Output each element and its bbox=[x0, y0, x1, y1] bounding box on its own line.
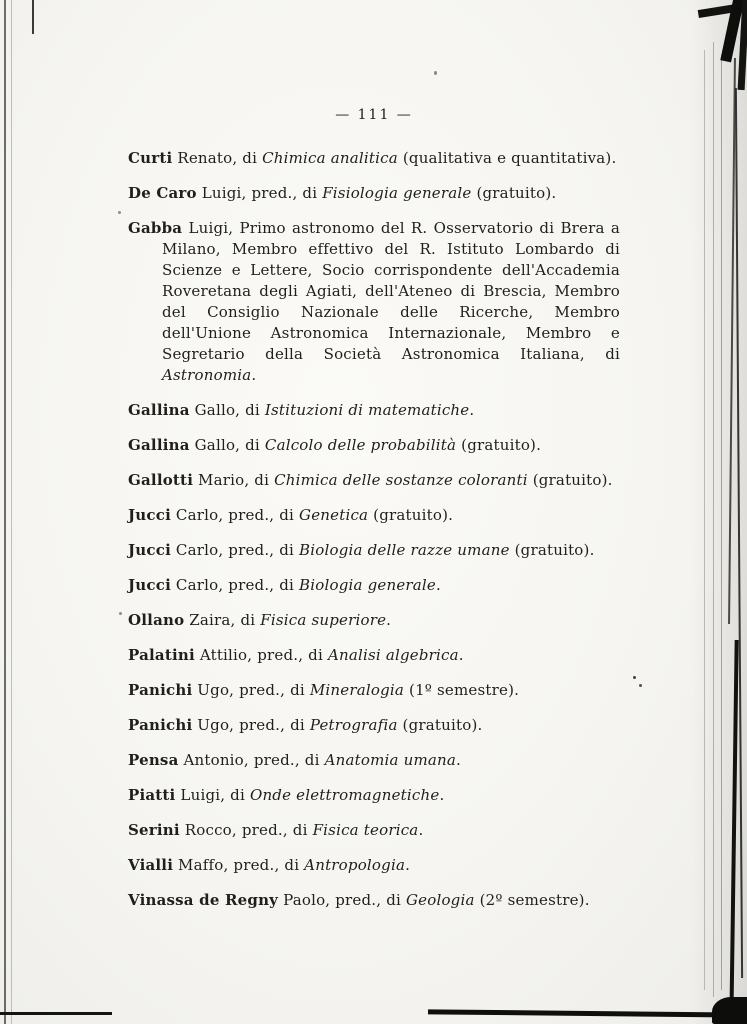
entry-segment-normal: Carlo, pred., di bbox=[170, 541, 300, 559]
entry-segment-normal: Luigi, di bbox=[175, 786, 250, 804]
entry-segment-bold: Panichi bbox=[128, 681, 193, 699]
entry-segment-bold: Gabba bbox=[128, 219, 183, 237]
faculty-entry bbox=[128, 890, 620, 911]
ink-speck bbox=[639, 684, 642, 687]
entries-list bbox=[128, 148, 620, 911]
faculty-entry bbox=[128, 505, 620, 526]
page-edge-line-left bbox=[4, 0, 6, 1024]
entry-segment-bold: Curti bbox=[128, 149, 173, 167]
entry-segment-normal: . bbox=[456, 751, 462, 769]
entry-segment-normal: (gratuito). bbox=[509, 541, 595, 559]
entry-segment-normal: (gratuito). bbox=[471, 184, 557, 202]
entry-segment-normal: (qualitativa e quantitativa). bbox=[397, 149, 617, 167]
entry-segment-normal: . bbox=[469, 401, 475, 419]
page-number: — 111 — bbox=[335, 107, 413, 123]
entry-segment-italic: Chimica delle sostanze coloranti bbox=[274, 471, 528, 489]
entry-segment-italic: Fisica teorica bbox=[312, 821, 419, 839]
entry-segment-bold: Vialli bbox=[128, 856, 174, 874]
entry-segment-normal: . bbox=[458, 646, 464, 664]
entry-segment-italic: Petrografia bbox=[309, 716, 398, 734]
ink-mark-top-right bbox=[698, 2, 747, 18]
entry-segment-normal: . bbox=[386, 611, 392, 629]
faculty-entry bbox=[128, 680, 620, 701]
entry-segment-normal: Attilio, pred., di bbox=[194, 646, 328, 664]
entry-segment-normal: . bbox=[251, 366, 257, 384]
binding-shadow-right bbox=[690, 0, 747, 1024]
entry-segment-normal: . bbox=[418, 821, 424, 839]
ink-mark-top-right bbox=[738, 0, 747, 90]
entry-segment-normal: (gratuito). bbox=[397, 716, 483, 734]
entry-segment-italic: Analisi algebrica bbox=[327, 646, 459, 664]
entry-segment-normal: Gallo, di bbox=[189, 401, 265, 419]
entry-segment-bold: Piatti bbox=[128, 786, 176, 804]
entry-segment-italic: Fisiologia generale bbox=[322, 184, 472, 202]
scan-mark-bottom-left bbox=[0, 1012, 112, 1015]
entry-segment-normal: (1º semestre). bbox=[404, 681, 520, 699]
book-edge-streak bbox=[735, 88, 743, 978]
entry-segment-italic: Mineralogia bbox=[309, 681, 405, 699]
entry-segment-bold: Vinassa de Regny bbox=[128, 891, 279, 909]
book-edge-streak bbox=[728, 58, 736, 624]
entry-segment-normal: (gratuito). bbox=[527, 471, 613, 489]
faculty-entry bbox=[128, 148, 620, 169]
ink-mark-top-right bbox=[720, 0, 744, 62]
entry-segment-italic: Geologia bbox=[405, 891, 475, 909]
entry-segment-normal: . bbox=[405, 856, 411, 874]
entry-segment-bold: De Caro bbox=[128, 184, 197, 202]
text-column bbox=[128, 106, 620, 925]
entry-segment-normal: Renato, di bbox=[172, 149, 263, 167]
entry-segment-italic: Biologia generale bbox=[299, 576, 437, 594]
faculty-entry bbox=[128, 400, 620, 421]
entry-segment-bold: Gallina bbox=[128, 401, 190, 419]
entry-segment-normal: Luigi, pred., di bbox=[196, 184, 323, 202]
book-edge-streak-thick bbox=[729, 640, 738, 1024]
entry-segment-normal: Rocco, pred., di bbox=[179, 821, 313, 839]
entry-segment-bold: Gallotti bbox=[128, 471, 194, 489]
faculty-entry bbox=[128, 435, 620, 456]
entry-segment-italic: Fisica superiore bbox=[260, 611, 387, 629]
entry-segment-bold: Jucci bbox=[128, 506, 171, 524]
faculty-entry bbox=[128, 750, 620, 771]
entry-segment-normal: Zaira, di bbox=[184, 611, 261, 629]
entry-segment-bold: Pensa bbox=[128, 751, 179, 769]
page-edge-line-left-faint bbox=[11, 0, 12, 1024]
ink-speck bbox=[434, 71, 437, 75]
faculty-entry bbox=[128, 820, 620, 841]
entry-segment-normal: Paolo, pred., di bbox=[278, 891, 406, 909]
entry-segment-bold: Gallina bbox=[128, 436, 190, 454]
entry-segment-italic: Antropologia bbox=[304, 856, 406, 874]
entry-segment-italic: Onde elettromagnetiche bbox=[249, 786, 440, 804]
faculty-entry bbox=[128, 218, 620, 386]
entry-segment-normal: (2º semestre). bbox=[474, 891, 590, 909]
entry-segment-normal: Gallo, di bbox=[189, 436, 265, 454]
entry-segment-italic: Genetica bbox=[299, 506, 369, 524]
entry-segment-italic: Astronomia bbox=[162, 366, 252, 384]
entry-segment-normal: Carlo, pred., di bbox=[170, 506, 300, 524]
ink-blob-bottom-right bbox=[712, 997, 747, 1024]
ink-speck bbox=[118, 211, 121, 214]
entry-segment-normal: . bbox=[439, 786, 445, 804]
entry-segment-normal: (gratuito). bbox=[456, 436, 542, 454]
ink-speck bbox=[119, 612, 122, 615]
faculty-entry bbox=[128, 470, 620, 491]
entry-segment-italic: Anatomia umana bbox=[324, 751, 457, 769]
entry-segment-normal: Ugo, pred., di bbox=[192, 716, 310, 734]
entry-segment-normal: Ugo, pred., di bbox=[192, 681, 310, 699]
entry-segment-normal: (gratuito). bbox=[368, 506, 454, 524]
entry-segment-normal: Mario, di bbox=[193, 471, 275, 489]
scan-mark-bottom-right bbox=[428, 1009, 747, 1017]
entry-segment-normal: Maffo, pred., di bbox=[173, 856, 305, 874]
entry-segment-normal: Carlo, pred., di bbox=[170, 576, 300, 594]
faculty-entry bbox=[128, 610, 620, 631]
entry-segment-bold: Jucci bbox=[128, 576, 171, 594]
faculty-entry bbox=[128, 575, 620, 596]
ink-speck bbox=[633, 676, 636, 679]
entry-segment-normal: Luigi, Primo astronomo del R. Osservatorio di Brera a Milano, Membro effettivo del R. Istituto Lombardo di Scienze e Lettere, Socio corrispondente dell'Accademia Roveretana degli Agiati, dell'Ateneo di Brescia, Membro del Consiglio Nazionale delle Ricerche, Membro dell'Unione Astronomica Internazionale, Membro e Segretario della Società Astronomica Italiana, di bbox=[162, 219, 620, 363]
entry-segment-bold: Jucci bbox=[128, 541, 171, 559]
entry-segment-bold: Serini bbox=[128, 821, 180, 839]
entry-segment-italic: Biologia delle razze umane bbox=[299, 541, 510, 559]
faculty-entry bbox=[128, 645, 620, 666]
faculty-entry bbox=[128, 540, 620, 561]
page-edge-line-right bbox=[713, 42, 714, 997]
entry-segment-bold: Ollano bbox=[128, 611, 185, 629]
scan-mark-top-left bbox=[32, 0, 34, 34]
faculty-entry bbox=[128, 785, 620, 806]
page-edge-line-right bbox=[721, 55, 722, 990]
faculty-entry bbox=[128, 183, 620, 204]
entry-segment-normal: Antonio, pred., di bbox=[178, 751, 325, 769]
entry-segment-italic: Istituzioni di matematiche bbox=[264, 401, 470, 419]
faculty-entry bbox=[128, 715, 620, 736]
entry-segment-bold: Palatini bbox=[128, 646, 195, 664]
entry-segment-italic: Chimica analitica bbox=[262, 149, 398, 167]
page-edge-line-right bbox=[704, 50, 705, 990]
entry-segment-italic: Calcolo delle probabilità bbox=[264, 436, 457, 454]
entry-segment-bold: Panichi bbox=[128, 716, 193, 734]
faculty-entry bbox=[128, 855, 620, 876]
entry-segment-normal: . bbox=[436, 576, 441, 594]
